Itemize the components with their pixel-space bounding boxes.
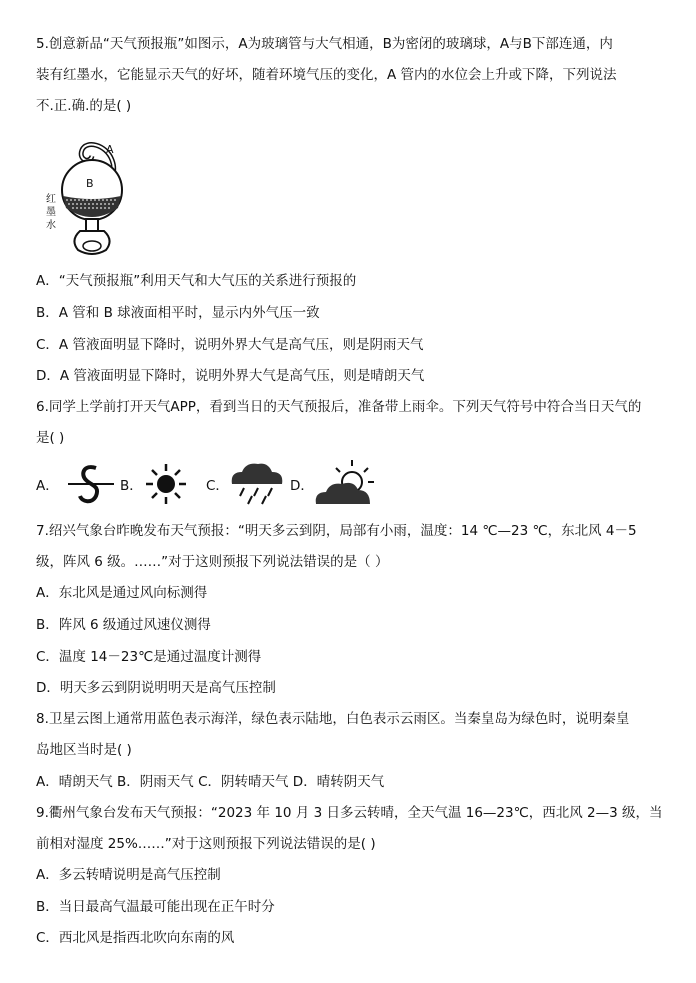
- q5-option-d: D．A 管液面明显下降时，说明外界大气是高气压，则是晴朗天气: [36, 368, 425, 384]
- q8-stem-line-2: 岛地区当时是( ): [36, 742, 132, 758]
- q9-stem-line-2: 前相对湿度 25%……”对于这则预报下列说法错误的是( ): [36, 836, 376, 852]
- q5-option-c: C．A 管液面明显下降时，说明外界大气是高气压，则是阴雨天气: [36, 337, 424, 353]
- q9-option-b: B．当日最高气温最可能出现在正午时分: [36, 899, 275, 915]
- q7-stem-line-2: 级，阵风 6 级。……”对于这则预报下列说法错误的是（ ）: [36, 554, 389, 570]
- figure-label-water-2: 墨: [46, 207, 56, 218]
- q8-options: A．晴朗天气 B．阴雨天气 C．阴转晴天气 D．晴转阴天气: [36, 774, 385, 790]
- figure-label-water-3: 水: [46, 220, 56, 231]
- q6-option-b-label: B．: [120, 478, 143, 494]
- partly-cloudy-icon: [312, 458, 378, 508]
- q7-option-d: D．明天多云到阴说明明天是高气压控制: [36, 680, 276, 696]
- q6-option-a-label: A．: [36, 478, 59, 494]
- q7-option-a: A．东北风是通过风向标测得: [36, 585, 208, 601]
- q7-option-b: B．阵风 6 级通过风速仪测得: [36, 617, 211, 633]
- typhoon-icon: [66, 462, 116, 506]
- q9-option-c: C．西北风是指西北吹向东南的风: [36, 930, 235, 946]
- figure-label-a: A: [106, 143, 114, 156]
- q6-stem-line-1: 6.同学上学前打开天气APP，看到当日的天气预报后，准备带上雨伞。下列天气符号中符合当日天气的: [36, 399, 642, 415]
- q6-option-c-label: C．: [206, 478, 229, 494]
- figure-label-b: B: [86, 177, 94, 190]
- q5-stem-line-1: 5.创意新品“天气预报瓶”如图示，A为玻璃管与大气相通，B为密闭的玻璃球，A与B下部连通，内: [36, 36, 613, 52]
- figure-label-water-1: 红: [46, 194, 56, 205]
- rain-cloud-icon: [228, 460, 286, 508]
- q5-option-a: A．“天气预报瓶”利用天气和大气压的关系进行预报的: [36, 273, 357, 289]
- q6-stem-line-2: 是( ): [36, 430, 65, 446]
- q9-option-a: A．多云转晴说明是高气压控制: [36, 867, 221, 883]
- q7-stem-line-1: 7.绍兴气象台昨晚发布天气预报：“明天多云到阴，局部有小雨，温度：14 ℃—23 ℃，东北风 4－5: [36, 523, 637, 539]
- q9-stem-line-1: 9.衢州气象台发布天气预报：“2023 年 10 月 3 日多云转晴，全天气温 16—23℃，西北风 2—3 级，当: [36, 805, 663, 821]
- q7-option-c: C．温度 14－23℃是通过温度计测得: [36, 649, 262, 665]
- q5-stem-line-2: 装有红墨水，它能显示天气的好坏，随着环境气压的变化，A 管内的水位会上升或下降，下列说法: [36, 67, 617, 83]
- q5-stem-line-3: 不.正.确.的是( ): [36, 98, 132, 114]
- q5-option-b: B．A 管和 B 球液面相平时，显示内外气压一致: [36, 305, 320, 321]
- q8-stem-line-1: 8.卫星云图上通常用蓝色表示海洋，绿色表示陆地，白色表示云雨区。当秦皇岛为绿色时，说明秦皇: [36, 711, 630, 727]
- sunny-icon: [144, 462, 188, 506]
- q6-option-d-label: D．: [290, 478, 314, 494]
